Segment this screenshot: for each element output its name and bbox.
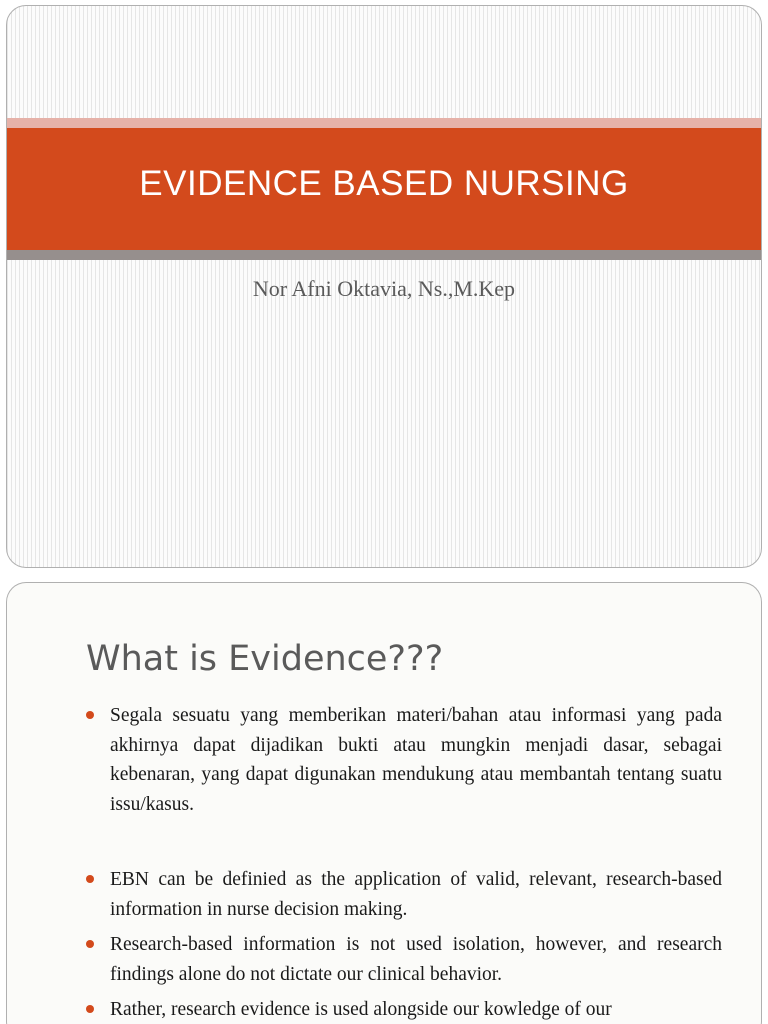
- bullet-dot-icon: [86, 875, 94, 883]
- title-band-top-stripe: [7, 118, 761, 128]
- slide-title: EVIDENCE BASED NURSING: [139, 164, 629, 203]
- slide-heading: What is Evidence???: [86, 639, 444, 679]
- content-slide: [6, 582, 762, 1024]
- bullet-dot-icon: [86, 1005, 94, 1013]
- bullet-text: Rather, research evidence is used alongside our kowledge of our: [110, 999, 612, 1020]
- bullet-dot-icon: [86, 940, 94, 948]
- bullet-text: Research-based information is not used isolation, however, and research findings alone do not dictate our clinical behavior.: [110, 934, 722, 985]
- title-slide: [6, 5, 762, 568]
- bullet-item: [86, 930, 722, 989]
- title-band-bottom-stripe: [7, 250, 761, 260]
- slide-author: Nor Afni Oktavia, Ns.,M.Kep: [252, 276, 516, 301]
- bullet-item: [86, 995, 722, 1024]
- bullet-text: Segala sesuatu yang memberikan materi/bahan atau informasi yang pada akhirnya dapat dijadikan bukti atau mungkin menjadi dasar, sebagai kebenaran, yang dapat digunakan mendukung atau membantah tentang suatu issu/kasus.: [110, 705, 722, 815]
- bullet-item: [86, 865, 722, 924]
- bullet-list: [86, 701, 722, 1024]
- bullet-item: [86, 701, 722, 819]
- bullet-dot-icon: [86, 711, 94, 719]
- bullet-text: EBN can be definied as the application of valid, relevant, research-based information in nurse decision making.: [110, 869, 722, 920]
